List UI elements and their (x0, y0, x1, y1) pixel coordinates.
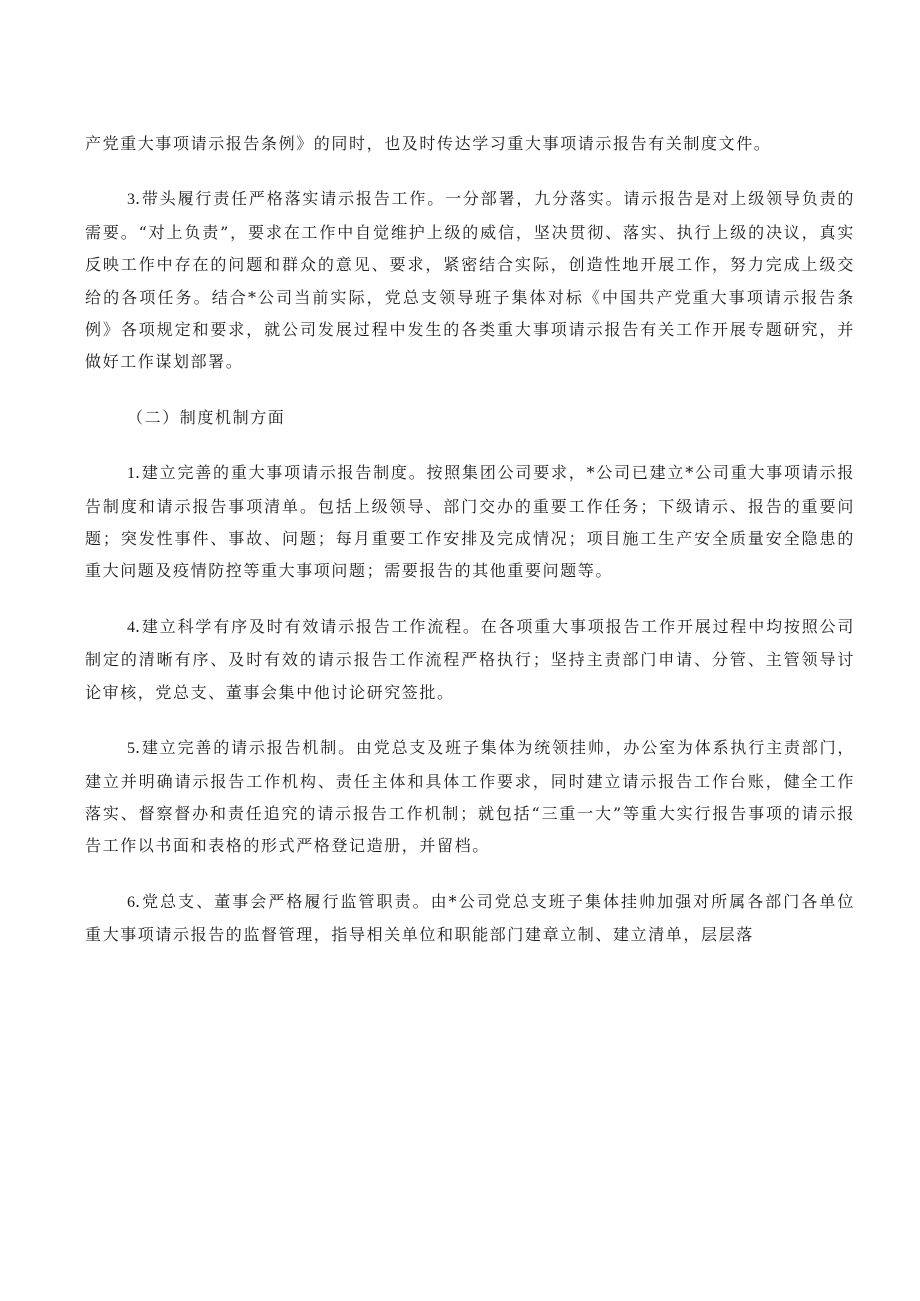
item-number: 5 (127, 740, 135, 758)
document-page (85, 128, 855, 952)
paragraph-item-6 (85, 886, 855, 952)
item-number: 6 (127, 893, 135, 911)
paragraph-text: .建立科学有序及时有效请示报告工作流程。在各项重大事项报告工作开展过程中均按照公司制定的清晰有序、及时有效的请示报告工作流程严格执行；坚持主责部门申请、分管、主管领导讨论审核，党总支、董事会集中他讨论研究签批。 (85, 616, 855, 702)
item-number: 3 (127, 191, 135, 209)
paragraph-item-4 (85, 611, 855, 709)
paragraph-item-3 (85, 183, 855, 378)
paragraph-item-5 (85, 732, 855, 863)
paragraph-continuation: 产党重大事项请示报告条例》的同时，也及时传达学习重大事项请示报告有关制度文件。 (85, 134, 772, 153)
paragraph-text: .党总支、董事会严格履行监管职责。由*公司党总支班子集体挂帅加强对所属各部门各单位重大事项请示报告的监督管理，指导相关单位和职能部门建章立制、建立清单，层层落 (85, 891, 855, 945)
item-number: 4 (127, 618, 135, 636)
paragraph-text: .建立完善的请示报告机制。由党总支及班子集体为统领挂帅，办公室为体系执行主责部门，建立并明确请示报告工作机构、责任主体和具体工作要求，同时建立请示报告工作台账，健全工作落实、督察督办和责任追究的请示报告工作机制；就包括“三重一大”等重大实行报告事项的请示报告工作以书面和表格的形式严格登记造册，并留档。 (85, 738, 855, 856)
paragraph-item-1 (85, 457, 855, 588)
paragraph-text: .带头履行责任严格落实请示报告工作。一分部署，九分落实。请示报告是对上级领导负责的需要。“对上负责”，要求在工作中自觉维护上级的威信，坚决贯彻、落实、执行上级的决议，真实反映工作中存在的问题和群众的意见、要求，紧密结合实际，创造性地开展工作，努力完成上级交给的各项任务。结合*公司当前实际，党总支领导班子集体对标《中国共产党重大事项请示报告条例》各项规定和要求，就公司发展过程中发生的各类重大事项请示报告有关工作开展专题研究，并做好工作谋划部署。 (85, 189, 855, 372)
item-number: 1 (127, 465, 135, 483)
paragraph-text: .建立完善的重大事项请示报告制度。按照集团公司要求，*公司已建立*公司重大事项请示报告制度和请示报告事项清单。包括上级领导、部门交办的重要工作任务；下级请示、报告的重要问题；突发性事件、事故、问题；每月重要工作安排及完成情况；项目施工生产安全质量安全隐患的重大问题及疫情防控等重大事项问题；需要报告的其他重要问题等。 (85, 463, 855, 581)
section-heading: （二）制度机制方面 (127, 407, 286, 427)
